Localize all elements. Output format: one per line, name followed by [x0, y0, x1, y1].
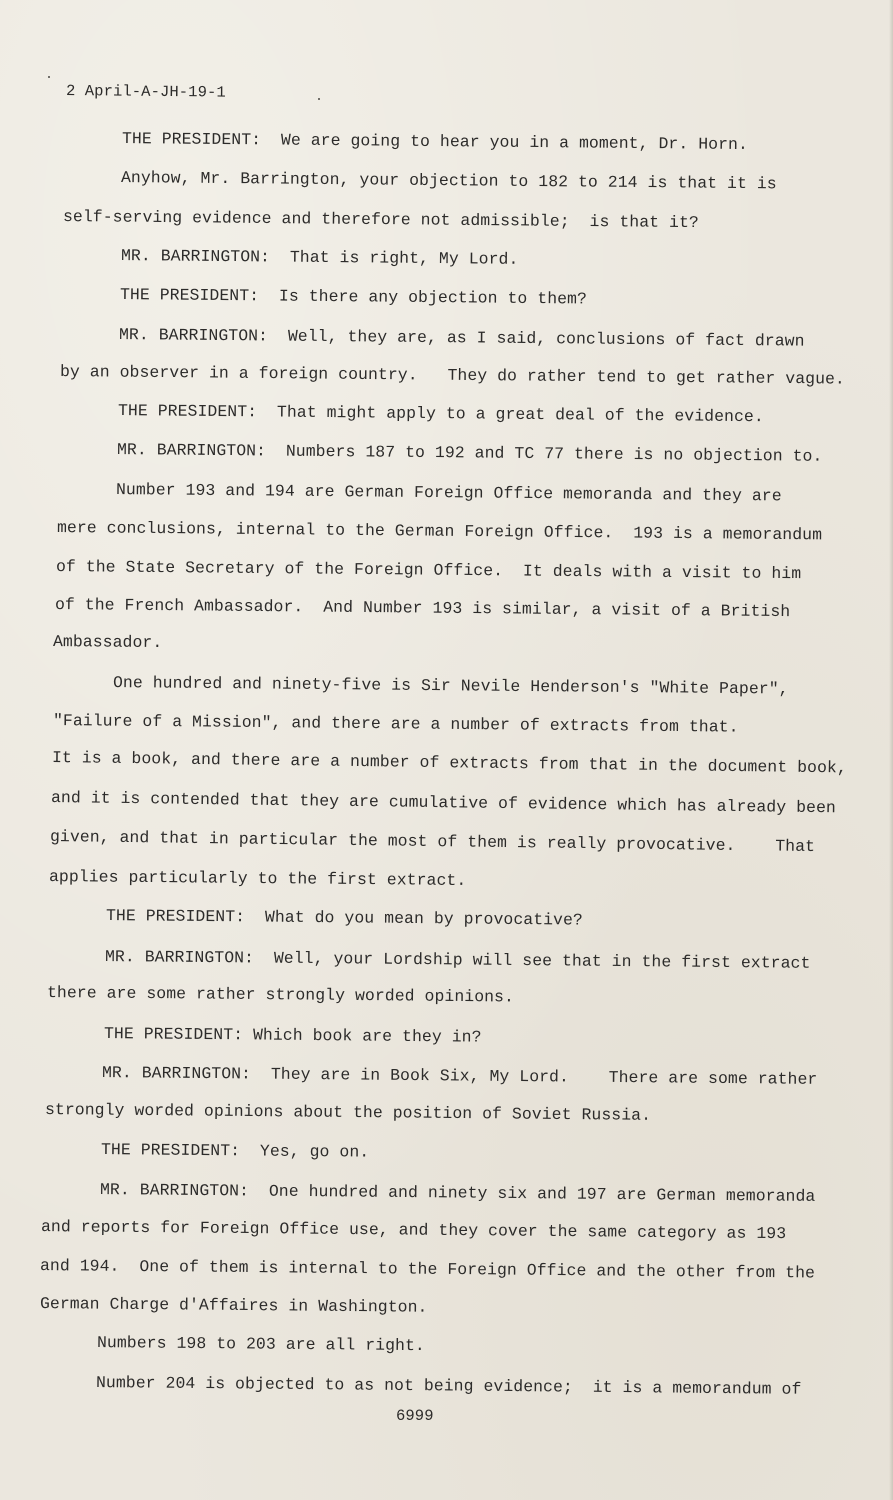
page-number: 6999 [396, 1407, 434, 1425]
page-edge-shadow [889, 0, 893, 1500]
transcript-line: THE PRESIDENT: That might apply to a great deal of the evidence. [117, 401, 764, 427]
transcript-line: MR. BARRINGTON: Well, your Lordship will see that in the first extract [104, 947, 811, 973]
transcript-line: THE PRESIDENT: What do you mean by provocative? [105, 906, 584, 930]
transcript-line: self-serving evidence and therefore not admissible; is that it? [62, 207, 699, 233]
transcript-line: MR. BARRINGTON: Well, they are, as I said, conclusions of fact drawn [118, 325, 805, 351]
ink-speck [48, 76, 50, 78]
document-reference: 2 April-A-JH-19-1 [65, 82, 226, 102]
transcript-line: It is a book, and there are a number of extracts from that in the document book, [51, 748, 847, 778]
transcript-line: "Failure of a Mission", and there are a number of extracts from that. [52, 711, 739, 737]
transcript-line: THE PRESIDENT: Which book are they in? [103, 1024, 482, 1047]
transcript-line: Ambassador. [52, 632, 163, 653]
transcript-line: German Charge d'Affaires in Washington. [39, 1294, 428, 1317]
transcript-line: Number 193 and 194 are German Foreign Office memoranda and they are [115, 480, 782, 506]
transcript-line: of the State Secretary of the Foreign Office. It deals with a visit to him [55, 557, 802, 584]
transcript-line: and it is contended that they are cumulative of evidence which has already been [50, 788, 837, 818]
ink-speck [318, 98, 320, 100]
transcript-line: MR. BARRINGTON: That is right, My Lord. [120, 246, 519, 269]
transcript-line: and 194. One of them is internal to the Foreign Office and the other from the [39, 1256, 816, 1283]
transcript-line: by an observer in a foreign country. They do rather tend to get rather vague. [59, 362, 846, 389]
transcript-line: THE PRESIDENT: Yes, go on. [100, 1140, 370, 1162]
transcript-line: MR. BARRINGTON: One hundred and ninety six and 197 are German memoranda [99, 1180, 816, 1206]
transcript-line: Numbers 198 to 203 are all right. [96, 1333, 425, 1356]
transcript-line: of the French Ambassador. And Number 193 is similar, a visit of a British [54, 595, 791, 622]
transcript-line: THE PRESIDENT: We are going to hear you in a moment, Dr. Horn. [121, 129, 749, 155]
transcript-line: One hundred and ninety-five is Sir Nevile Henderson's "White Paper", [112, 673, 789, 699]
transcript-line: MR. BARRINGTON: Numbers 187 to 192 and TC 77 there is no objection to. [116, 440, 823, 466]
transcript-line: applies particularly to the first extract. [48, 867, 467, 891]
transcript-line: there are some rather strongly worded opinions. [46, 983, 515, 1007]
transcript-line: given, and that in particular the most of them is really provocative. That [49, 827, 816, 857]
transcript-line: Anyhow, Mr. Barrington, your objection to 182 to 214 is that it is [120, 168, 777, 194]
transcript-line: MR. BARRINGTON: They are in Book Six, My Lord. There are some rather [101, 1063, 818, 1089]
transcript-line: strongly worded opinions about the position of Soviet Russia. [44, 1100, 652, 1125]
transcript-line: Number 204 is objected to as not being evidence; it is a memorandum of [95, 1373, 802, 1399]
transcript-line: mere conclusions, internal to the German Foreign Office. 193 is a memorandum [56, 518, 823, 545]
transcript-line: THE PRESIDENT: Is there any objection to them? [119, 285, 588, 309]
transcript-line: and reports for Foreign Office use, and they cover the same category as 193 [40, 1217, 787, 1244]
